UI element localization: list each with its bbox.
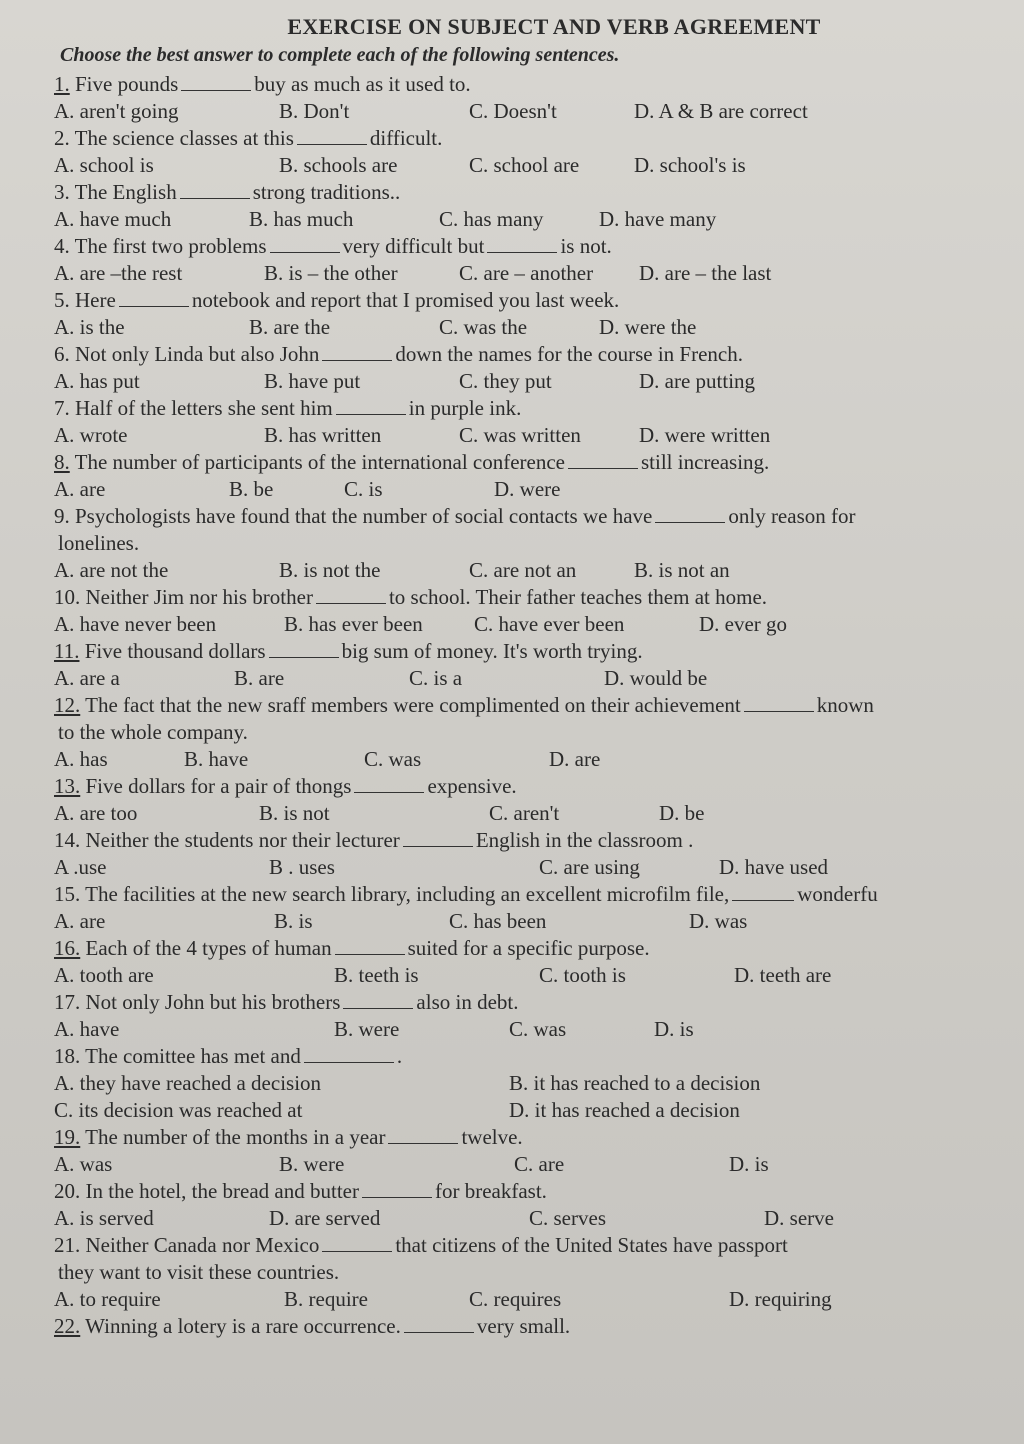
option-c[interactable]: C. aren't [489,801,560,825]
option-b[interactable]: B. have [184,747,249,771]
option-a[interactable]: A. is served [54,1206,154,1230]
worksheet-instructions: Choose the best answer to complete each of the following sentences. [60,44,620,66]
option-c[interactable]: C. was [509,1017,567,1041]
options-row [54,314,1014,341]
question-7: 7. Half of the letters she sent him in purple ink. A. wrote B. has written C. was written D. were written [54,395,1014,449]
option-a[interactable]: A. are [54,909,106,933]
option-a[interactable]: A .use [54,855,107,879]
question-14: 14. Neither the students nor their lecturer English in the classroom . A .use B . uses C. are using D. have used [54,827,1014,881]
option-a[interactable]: A. tooth are [54,963,154,987]
option-d[interactable]: D. are [549,747,601,771]
options-row [54,611,1014,638]
option-b[interactable]: B. be [229,477,274,501]
answer-blank[interactable] [388,1125,458,1144]
option-d[interactable]: D. be [659,801,705,825]
question-5: 5. Here notebook and report that I promised you last week. A. is the B. are the C. was the D. were the [54,287,1014,341]
option-a[interactable]: A. wrote [54,423,128,447]
answer-blank[interactable] [343,990,413,1009]
option-b[interactable]: B . uses [269,855,335,879]
answer-blank[interactable] [732,882,794,901]
option-d[interactable]: D. were the [599,315,697,339]
option-a[interactable]: A. has [54,747,108,771]
answer-blank[interactable] [180,180,250,199]
option-a[interactable]: A. are too [54,801,138,825]
options-row [54,476,1014,503]
option-c[interactable]: C. has been [449,909,547,933]
option-d[interactable]: D. have many [599,207,717,231]
answer-blank[interactable] [744,693,814,712]
answer-blank[interactable] [362,1179,432,1198]
question-10: 10. Neither Jim nor his brother to school. Their father teaches them at home. A. have never been B. has ever been C. have ever been D. ever go [54,584,1014,638]
option-a[interactable]: A. they have reached a decision [54,1071,322,1095]
option-a[interactable]: A. have never been [54,612,217,636]
question-18: 18. The comittee has met and . A. they have reached a decision B. it has reached to a decision C. its decision was reached at D. it has reached a decision [54,1043,1014,1124]
worksheet-title: EXERCISE ON SUBJECT AND VERB AGREEMENT [287,14,821,39]
option-b[interactable]: B. were [279,1152,345,1176]
question-20: 20. In the hotel, the bread and butter for breakfast. A. is served D. are served C. serves D. serve [54,1178,1014,1232]
question-2: 2. The science classes at this difficult. A. school is B. schools are C. school are D. school's is [54,125,1014,179]
options-row [54,368,1014,395]
option-c[interactable]: C. is [344,477,383,501]
option-a[interactable]: A. school is [54,153,154,177]
question-8: 8. The number of participants of the international conference still increasing. A. are B. be C. is D. were [54,449,1014,503]
option-c[interactable]: C. are not an [469,558,577,582]
option-a[interactable]: A. is the [54,315,125,339]
answer-blank[interactable] [322,342,392,361]
option-b[interactable]: B. have put [264,369,361,393]
options-row [54,98,1014,125]
answer-blank[interactable] [316,585,386,604]
options-row [54,854,1014,881]
question-21: 21. Neither Canada nor Mexico that citizens of the United States have passport they want to visit these countries. A. to require B. require C. requires D. requiring [54,1232,1014,1313]
option-c[interactable]: C. requires [469,1287,562,1311]
answer-blank[interactable] [297,126,367,145]
option-c[interactable]: C. tooth is [539,963,626,987]
option-b[interactable]: B. require [284,1287,368,1311]
option-c[interactable]: C. was the [439,315,528,339]
option-d[interactable]: D. teeth are [734,963,832,987]
option-b[interactable]: D. are served [269,1206,381,1230]
option-d[interactable]: D. were written [639,423,771,447]
option-c[interactable]: C. serves [529,1206,606,1230]
question-17: 17. Not only John but his brothers also in debt. A. have B. were C. was D. is [54,989,1014,1043]
options-row [54,1151,1014,1178]
question-12: 12. The fact that the new sraff members were complimented on their achievement known to the whole company. A. has B. have C. was D. are [54,692,1014,773]
answer-blank[interactable] [403,828,473,847]
option-a[interactable]: A. aren't going [54,99,179,123]
option-d[interactable]: D. have used [719,855,829,879]
answer-blank[interactable] [335,936,405,955]
option-c[interactable]: C. are using [539,855,640,879]
options-row [54,1205,1014,1232]
option-b[interactable]: B. is not [259,801,330,825]
option-d[interactable]: D. requiring [729,1287,832,1311]
option-d[interactable]: D. is [654,1017,694,1041]
option-b[interactable]: B. has much [249,207,354,231]
option-d[interactable]: D. school's is [634,153,746,177]
options-row [54,962,1014,989]
option-c[interactable]: C. they put [459,369,552,393]
option-a[interactable]: A. have much [54,207,172,231]
answer-blank[interactable] [354,774,424,793]
question-6: 6. Not only Linda but also John down the names for the course in French. A. has put B. have put C. they put D. are putting [54,341,1014,395]
answer-blank[interactable] [404,1314,474,1333]
option-c[interactable]: C. school are [469,153,580,177]
question-9: 9. Psychologists have found that the number of social contacts we have only reason for lonelines. A. are not the B. is not the C. are not an B. is not an [54,503,1014,584]
option-a[interactable]: A. was [54,1152,113,1176]
option-c[interactable]: C. have ever been [474,612,625,636]
answer-blank[interactable] [269,639,339,658]
options-row [54,557,1014,584]
option-a[interactable]: A. has put [54,369,140,393]
options-row [54,152,1014,179]
option-c[interactable]: C. has many [439,207,544,231]
question-22: 22. Winning a lotery is a rare occurrence. very small. [54,1314,571,1338]
option-c[interactable]: C. its decision was reached at [54,1098,303,1122]
options-row [54,1286,1014,1313]
option-a[interactable]: A. have [54,1017,120,1041]
question-15: 15. The facilities at the new search library, including an excellent microfilm file, wonderfu A. are B. is C. has been D. was [54,881,1014,935]
option-b[interactable]: B. has written [264,423,382,447]
option-b[interactable]: B. teeth is [334,963,419,987]
option-b[interactable]: B. schools are [279,153,398,177]
question-13: 13. Five dollars for a pair of thongs expensive. A. are too B. is not C. aren't D. be [54,773,1014,827]
option-d[interactable]: D. were [494,477,561,501]
answer-blank[interactable] [487,234,557,253]
answer-blank[interactable] [655,504,725,523]
answer-blank[interactable] [181,72,251,91]
option-d[interactable]: D. serve [764,1206,834,1230]
option-c[interactable]: C. was [364,747,422,771]
option-b[interactable]: B. were [334,1017,400,1041]
answer-blank[interactable] [568,450,638,469]
options-row [54,260,1014,287]
options-row [54,746,1014,773]
option-d[interactable]: D. ever go [699,612,788,636]
option-c[interactable]: C. are [514,1152,565,1176]
option-b[interactable]: B. has ever been [284,612,423,636]
option-a[interactable]: A. are a [54,666,120,690]
option-c[interactable]: C. are – another [459,261,594,285]
option-a[interactable]: A. are not the [54,558,169,582]
options-row [54,1070,1014,1124]
question-1: 1. Five pounds buy as much as it used to. A. aren't going B. Don't C. Doesn't D. A & B are correct [54,71,1014,125]
option-b[interactable]: B. is [274,909,313,933]
options-row [54,422,1014,449]
options-row [54,1016,1014,1043]
answer-blank[interactable] [119,288,189,307]
answer-blank[interactable] [270,234,340,253]
question-3: 3. The English strong traditions.. A. have much B. has much C. has many D. have many [54,179,1014,233]
question-11: 11. Five thousand dollars big sum of money. It's worth trying. A. are a B. are C. is a D. would be [54,638,1014,692]
answer-blank[interactable] [336,396,406,415]
option-b[interactable]: B. is – the other [264,261,398,285]
option-a[interactable]: A. are [54,477,106,501]
question-16: 16. Each of the 4 types of human suited for a specific purpose. A. tooth are B. teeth is C. tooth is D. teeth are [54,935,1014,989]
option-a[interactable]: A. to require [54,1287,161,1311]
option-c[interactable]: C. is a [409,666,463,690]
option-b[interactable]: B. are the [249,315,331,339]
answer-blank[interactable] [322,1233,392,1252]
options-row [54,908,1014,935]
answer-blank[interactable] [304,1044,394,1063]
option-d[interactable]: D. was [689,909,748,933]
option-c[interactable]: C. Doesn't [469,99,557,123]
option-d[interactable]: B. is not an [634,558,730,582]
option-b[interactable]: B. are [234,666,285,690]
option-a[interactable]: A. are –the rest [54,261,183,285]
option-d[interactable]: D. A & B are correct [634,99,808,123]
option-d[interactable]: D. would be [604,666,708,690]
question-4: 4. The first two problems very difficult but is not. A. are –the rest B. is – the other C. are – another D. are – the last [54,233,1014,287]
question-19: 19. The number of the months in a year twelve. A. was B. were C. are D. is [54,1124,1014,1178]
options-row [54,206,1014,233]
option-b[interactable]: B. is not the [279,558,381,582]
options-row [54,665,1014,692]
option-d[interactable]: D. are – the last [639,261,772,285]
option-d[interactable]: D. is [729,1152,769,1176]
option-b[interactable]: B. it has reached to a decision [509,1071,761,1095]
option-d[interactable]: D. are putting [639,369,756,393]
options-row [54,800,1014,827]
option-b[interactable]: B. Don't [279,99,350,123]
option-c[interactable]: C. was written [459,423,581,447]
option-d[interactable]: D. it has reached a decision [509,1098,740,1122]
